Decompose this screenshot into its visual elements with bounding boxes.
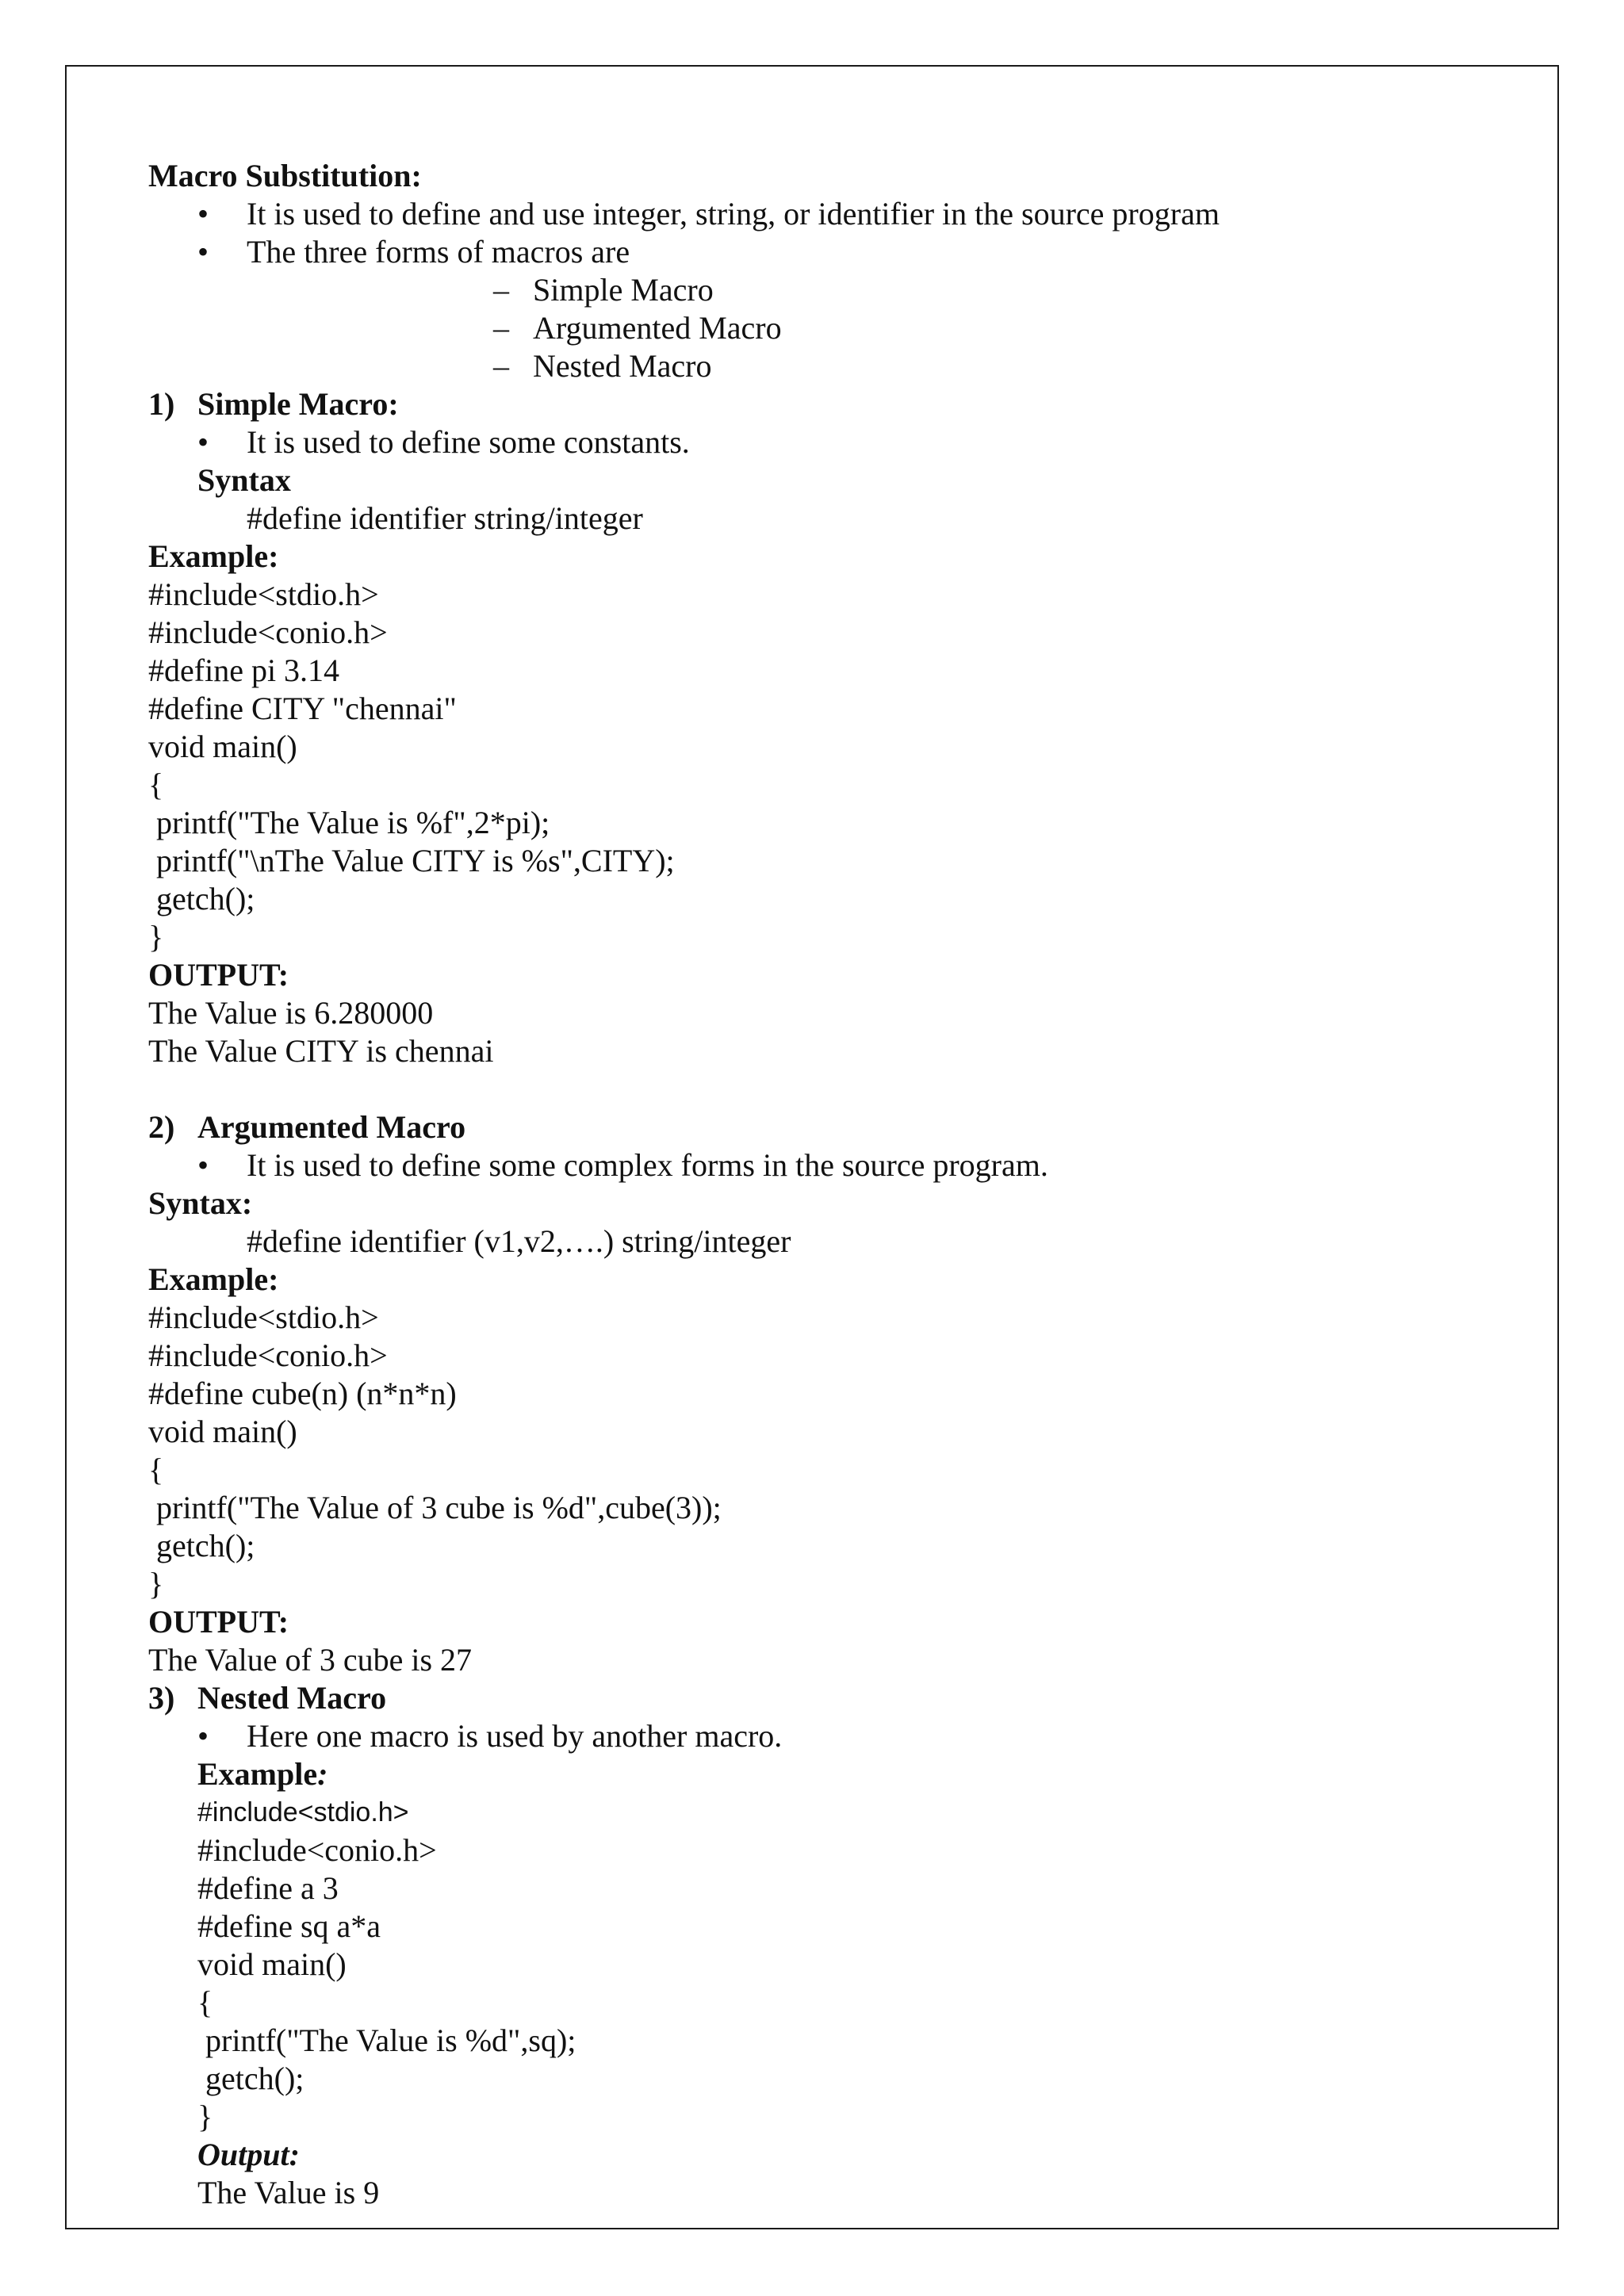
form-item: – Argumented Macro <box>493 310 782 346</box>
code-line: { <box>148 767 164 802</box>
code-line: getch(); <box>148 1528 255 1563</box>
syntax-text: #define identifier (v1,v2,….) string/integer <box>247 1223 791 1259</box>
code-line: printf("The Value is %d",sq); <box>197 2022 576 2058</box>
example-label: Example: <box>148 538 279 574</box>
code-line: printf("The Value of 3 cube is %d",cube(3)); <box>148 1490 722 1525</box>
dash-icon: – <box>493 348 509 384</box>
code-line: { <box>197 1984 213 2020</box>
output-label: OUTPUT: <box>148 1604 289 1640</box>
section-heading: 3) Nested Macro <box>148 1680 387 1716</box>
bullet-icon: • <box>197 196 209 232</box>
code-line: #include<stdio.h> <box>197 1797 409 1827</box>
syntax-label: Syntax <box>197 462 291 498</box>
code-line: #define cube(n) (n*n*n) <box>148 1376 457 1411</box>
code-line: #include<stdio.h> <box>148 1299 379 1335</box>
example-label: Example: <box>197 1756 328 1792</box>
section-bullet: • Here one macro is used by another macro. <box>197 1718 783 1754</box>
code-line: { <box>148 1452 164 1487</box>
bullet-icon: • <box>197 424 209 460</box>
output-line: The Value is 9 <box>197 2175 380 2210</box>
output-line: The Value CITY is chennai <box>148 1033 494 1069</box>
code-line: } <box>148 919 164 955</box>
page-heading: Macro Substitution: <box>148 158 422 193</box>
form-item: – Simple Macro <box>493 272 714 308</box>
output-label: OUTPUT: <box>148 957 289 993</box>
code-line: getch(); <box>148 881 255 916</box>
code-line: #include<stdio.h> <box>148 576 379 612</box>
intro-bullet: • It is used to define and use integer, string, or identifier in the source program <box>197 196 1220 232</box>
dash-icon: – <box>493 310 509 346</box>
code-line: void main() <box>197 1946 347 1982</box>
dash-icon: – <box>493 272 509 308</box>
code-line: #define sq a*a <box>197 1908 381 1944</box>
syntax-label: Syntax: <box>148 1185 253 1221</box>
code-line: #include<conio.h> <box>148 1337 388 1373</box>
output-label: Output: <box>197 2137 300 2172</box>
intro-bullet: • The three forms of macros are <box>197 234 630 270</box>
code-line: #define a 3 <box>197 1870 339 1906</box>
section-heading: 1) Simple Macro: <box>148 386 399 422</box>
section-bullet: • It is used to define some constants. <box>197 424 690 460</box>
code-line: #include<conio.h> <box>197 1832 437 1868</box>
code-line: printf("\nThe Value CITY is %s",CITY); <box>148 843 675 878</box>
code-line: getch(); <box>197 2061 304 2096</box>
bullet-icon: • <box>197 1718 209 1754</box>
spacer <box>148 1070 1528 1108</box>
bullet-icon: • <box>197 234 209 270</box>
code-line: void main() <box>148 1414 297 1449</box>
code-line: #define pi 3.14 <box>148 652 340 688</box>
bullet-icon: • <box>197 1147 209 1183</box>
document-content <box>148 157 1528 2212</box>
code-line: void main() <box>148 729 297 764</box>
form-item: – Nested Macro <box>493 348 712 384</box>
code-line: #include<conio.h> <box>148 614 388 650</box>
syntax-text: #define identifier string/integer <box>247 500 643 536</box>
code-line: printf("The Value is %f",2*pi); <box>148 805 550 840</box>
section-bullet: • It is used to define some complex forms in the source program. <box>197 1147 1048 1183</box>
section-heading: 2) Argumented Macro <box>148 1109 466 1145</box>
code-line: } <box>197 2099 213 2134</box>
output-line: The Value is 6.280000 <box>148 995 434 1031</box>
output-line: The Value of 3 cube is 27 <box>148 1642 473 1678</box>
example-label: Example: <box>148 1261 279 1297</box>
code-line: #define CITY "chennai" <box>148 691 457 726</box>
code-line: } <box>148 1566 164 1601</box>
